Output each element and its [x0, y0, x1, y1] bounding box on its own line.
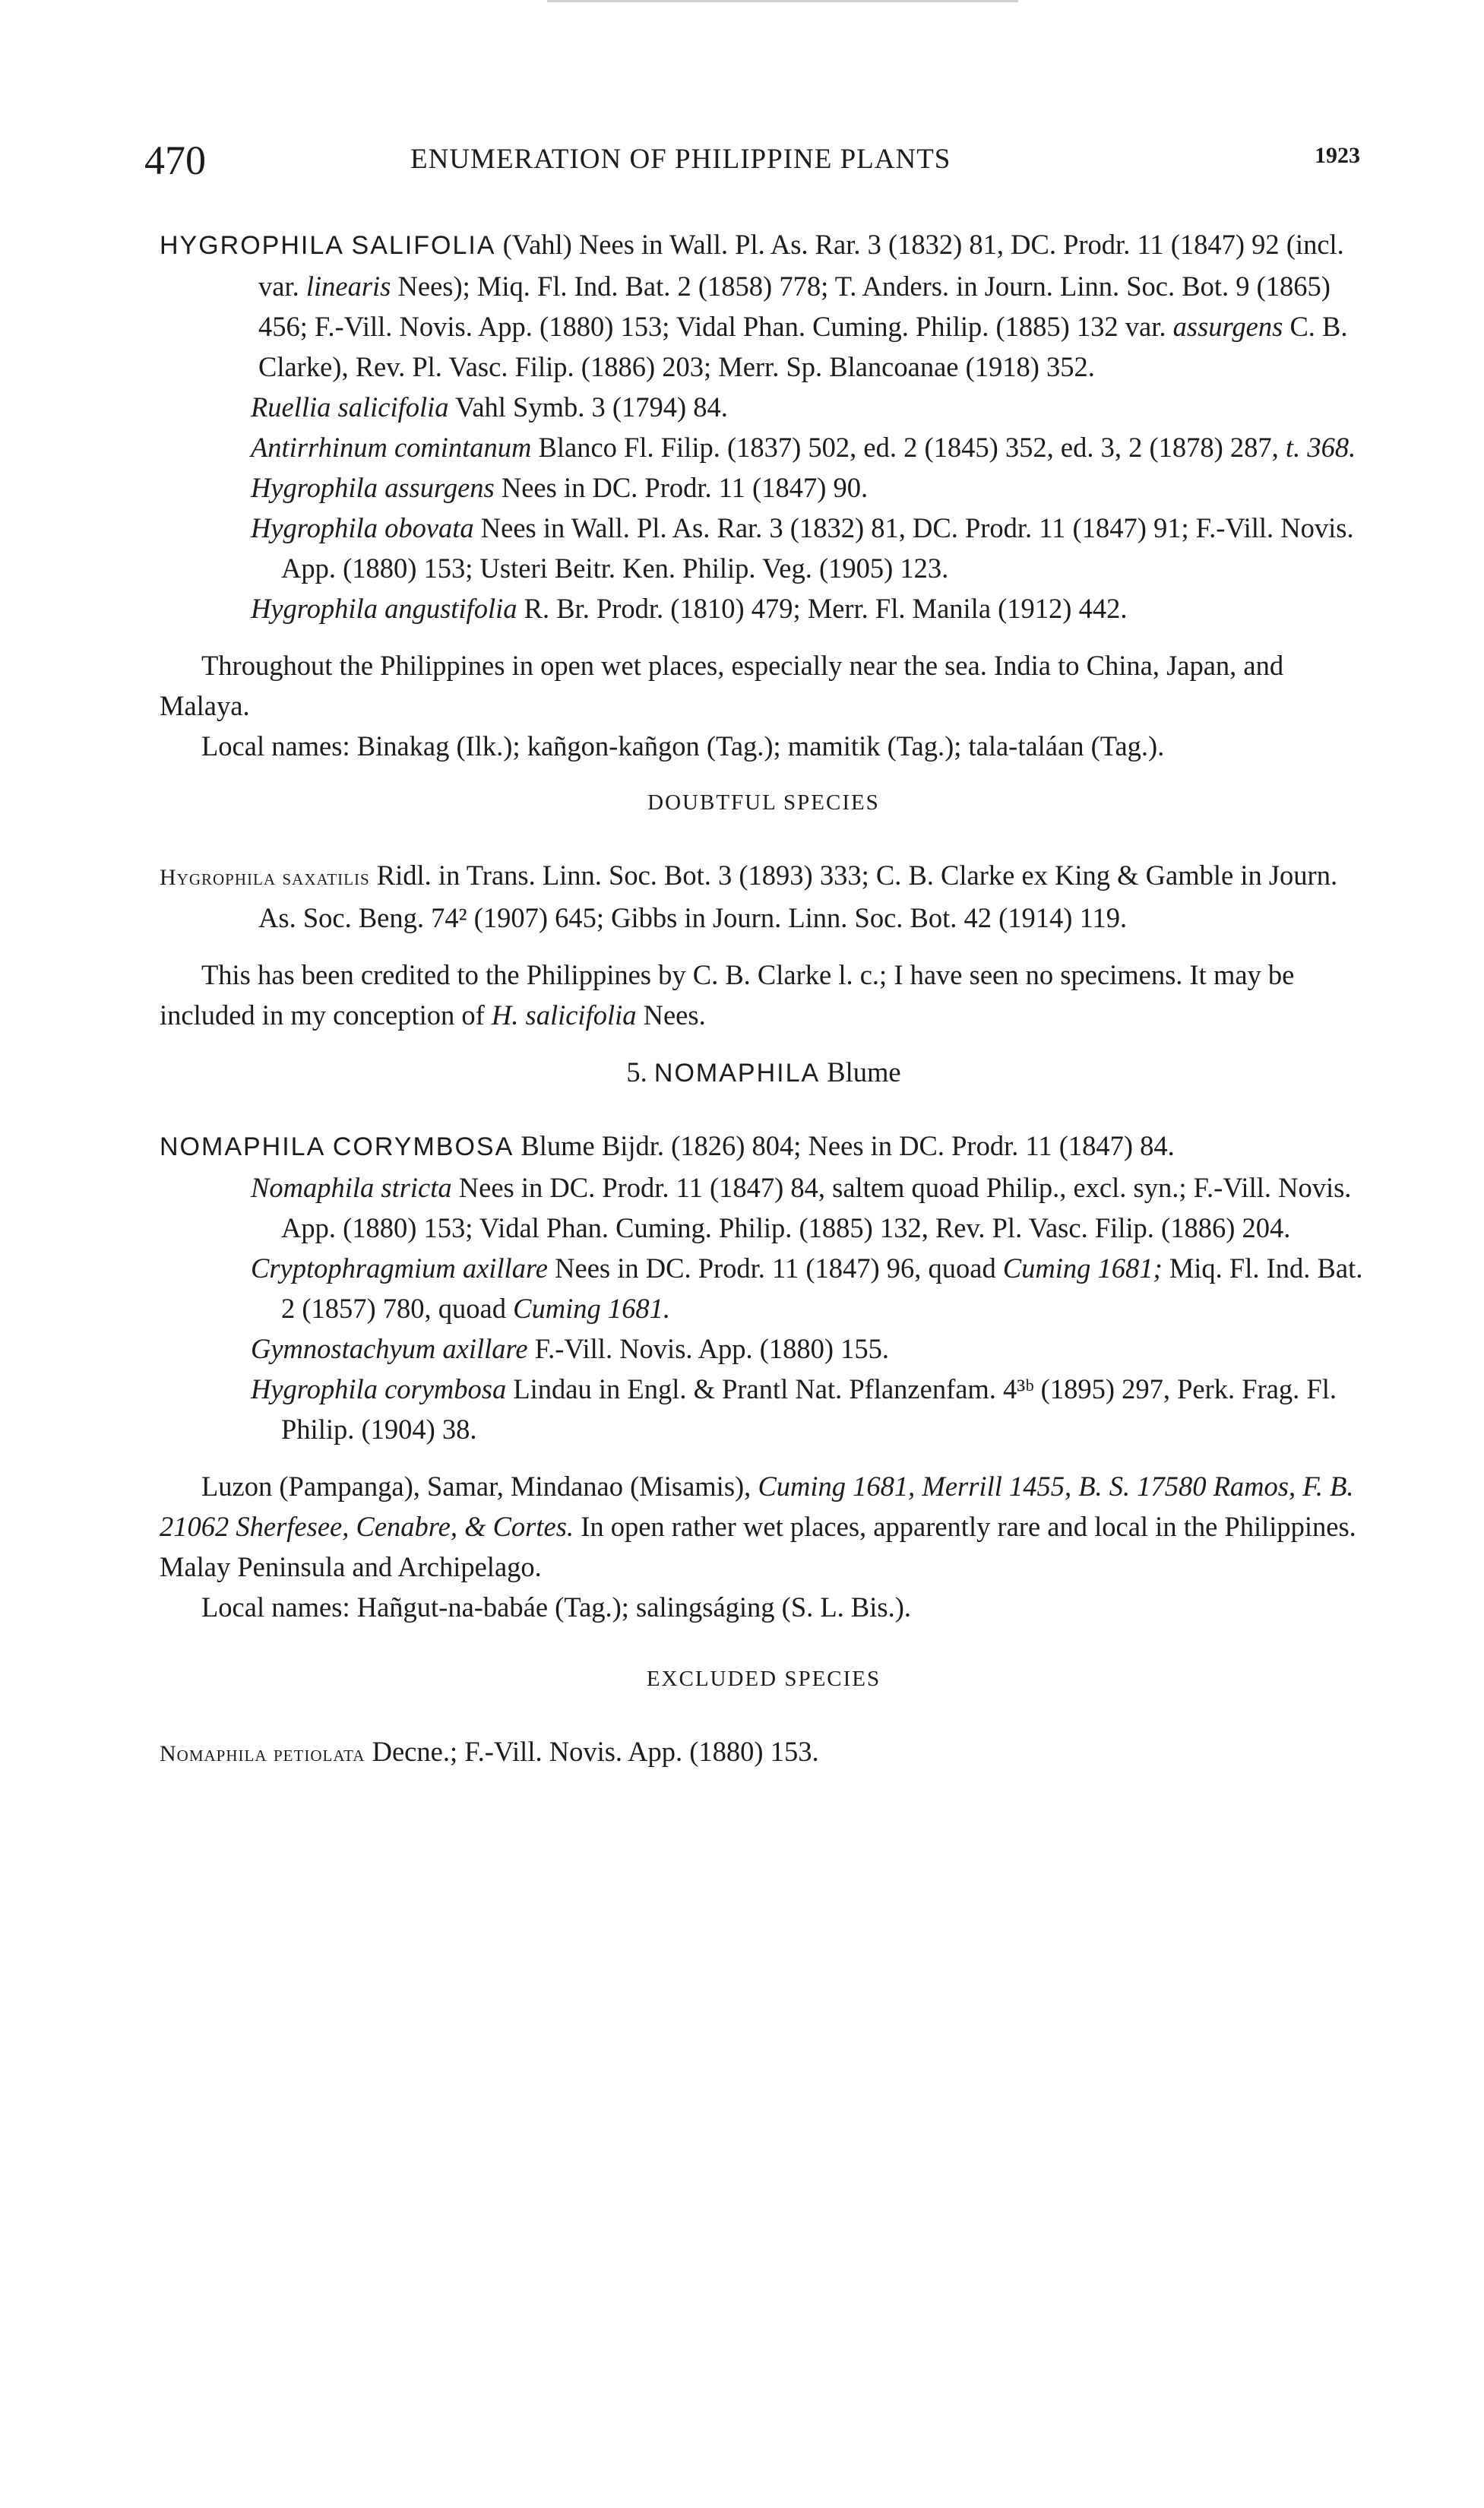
plate-reference: t. 368.: [1285, 432, 1356, 463]
synonym-entry: [160, 588, 1368, 629]
synonym-name: Hygrophila corymbosa: [251, 1373, 507, 1404]
variety-name: linearis: [305, 271, 391, 302]
synonym-citation: Lindau in Engl. & Prantl Nat. Pflanzenfam. 4³ᵇ (1895) 297, Perk. Frag. Fl. Philip. (1904) 38.: [281, 1373, 1337, 1445]
scan-edge-line: [547, 0, 1018, 2]
synonym-entry: [160, 467, 1368, 508]
section-heading-doubtful: DOUBTFUL SPECIES: [647, 790, 880, 815]
synonym-entry: [160, 1369, 1368, 1449]
species-entry-hygrophila-saxatilis: [160, 855, 1368, 938]
citation-text: (Vahl) Nees in Wall. Pl. As. Rar. 3 (1832) 81, DC. Prodr. 11 (1847) 92 (incl. var.: [258, 229, 1344, 302]
running-title: ENUMERATION OF PHILIPPINE PLANTS: [410, 144, 951, 175]
synonym-name: Cryptophragmium axillare: [251, 1252, 549, 1284]
genus-number: 5.: [626, 1056, 654, 1088]
note-text: This has been credited to the Philippines by C. B. Clarke l. c.; I have seen no specimens. It may be included in my conception of: [160, 959, 1295, 1031]
citation-text: Ridl. in Trans. Linn. Soc. Bot. 3 (1893) 333; C. B. Clarke ex King & Gamble in Journ. As. Soc. Beng. 74² (1907) 645; Gibbs in Journ. Linn. Soc. Bot. 42 (1914) 119.: [258, 860, 1338, 933]
synonym-entry: [160, 1167, 1368, 1248]
variety-name: assurgens: [1172, 311, 1283, 342]
specimen-reference: Cuming 1681.: [513, 1293, 670, 1324]
synonym-name: Ruellia salicifolia: [251, 391, 449, 423]
synonym-citation: Vahl Symb. 3 (1794) 84.: [448, 391, 728, 423]
note-species-name: H. salicifolia: [491, 999, 637, 1031]
synonym-citation: Nees in DC. Prodr. 11 (1847) 90.: [494, 472, 869, 503]
distribution-paragraph: Throughout the Philippines in open wet places, especially near the sea. India to China, Japan, and Malaya.: [160, 650, 1284, 721]
synonym-citation: Miq. Fl. Ind. Bat. 2 (1857) 780, quoad: [281, 1252, 1363, 1324]
species-entry-nomaphila-corymbosa: [160, 1126, 1368, 1167]
page-body: [160, 224, 1368, 1774]
synonym-citation: F.-Vill. Novis. App. (1880) 155.: [527, 1333, 890, 1364]
citation-text: Blume Bijdr. (1826) 804; Nees in DC. Prodr. 11 (1847) 84.: [514, 1130, 1175, 1161]
specimen-list: Cuming 1681, Merrill 1455, B. S. 17580 Ramos, F. B. 21062 Sherfesee, Cenabre, & Cortes.: [160, 1471, 1354, 1542]
synonym-name: Antirrhinum comintanum: [251, 432, 532, 463]
genus-heading: [160, 1052, 1368, 1094]
genus-author: Blume: [820, 1056, 901, 1088]
local-names-paragraph: Local names: Hañgut-na-babáe (Tag.); salingságing (S. L. Bis.).: [201, 1591, 912, 1623]
synonym-entry: [160, 1328, 1368, 1369]
running-header: [144, 137, 1360, 198]
synonym-citation: Nees in DC. Prodr. 11 (1847) 84, saltem quoad Philip., excl. syn.; F.-Vill. Novis. App. (1880) 153; Vidal Phan. Cuming. Philip. (1885) 132, Rev. Pl. Vasc. Filip. (1886) 204.: [281, 1172, 1352, 1243]
section-heading-excluded: EXCLUDED SPECIES: [646, 1667, 881, 1691]
synonym-name: Hygrophila assurgens: [251, 472, 495, 503]
synonym-name: Gymnostachyum axillare: [251, 1333, 528, 1364]
species-name: Hygrophila saxatilis: [160, 865, 370, 890]
species-entry-hygrophila-salifolia: [160, 224, 1368, 387]
synonym-name: Hygrophila obovata: [251, 512, 474, 543]
synonym-entry: [160, 1248, 1368, 1328]
synonym-citation: Nees in Wall. Pl. As. Rar. 3 (1832) 81, DC. Prodr. 11 (1847) 91; F.-Vill. Novis. App. (1880) 153; Usteri Beitr. Ken. Philip. Veg. (1905) 123.: [281, 512, 1354, 584]
distribution-paragraph: [160, 1466, 1368, 1587]
header-year: 1923: [1315, 143, 1360, 168]
synonym-citation: Nees in DC. Prodr. 11 (1847) 96, quoad: [548, 1252, 1003, 1284]
genus-name: NOMAPHILA: [653, 1059, 821, 1088]
synonym-name: Hygrophila angustifolia: [251, 593, 517, 624]
citation-text: Nees); Miq. Fl. Ind. Bat. 2 (1858) 778; T. Anders. in Journ. Linn. Soc. Bot. 9 (1865) 456; F.-Vill. Novis. App. (1880) 153; Vidal Phan. Cuming. Philip. (1885) 132 var.: [258, 271, 1331, 342]
species-name: NOMAPHILA CORYMBOSA: [160, 1132, 514, 1161]
synonym-name: Nomaphila stricta: [251, 1172, 452, 1203]
species-entry-nomaphila-petiolata: [160, 1731, 1368, 1774]
species-name: Nomaphila petiolata: [160, 1741, 365, 1766]
citation-text: C. B. Clarke), Rev. Pl. Vasc. Filip. (1886) 203; Merr. Sp. Blancoanae (1918) 352.: [258, 311, 1348, 382]
synonym-entry: [160, 387, 1368, 427]
page-number: 470: [144, 138, 206, 183]
citation-text: Decne.; F.-Vill. Novis. App. (1880) 153.: [365, 1736, 819, 1767]
synonym-entry: [160, 427, 1368, 467]
local-names-paragraph: Local names: Binakag (Ilk.); kañgon-kañgon (Tag.); mamitik (Tag.); tala-taláan (Tag.).: [201, 730, 1165, 762]
distribution-text: In open rather wet places, apparently rare and local in the Philippines. Malay Peninsula and Archipelago.: [160, 1511, 1356, 1582]
synonym-citation: R. Br. Prodr. (1810) 479; Merr. Fl. Manila (1912) 442.: [517, 593, 1128, 624]
species-name: HYGROPHILA SALIFOLIA: [160, 231, 496, 260]
distribution-text: Luzon (Pampanga), Samar, Mindanao (Misamis),: [201, 1471, 758, 1502]
note-text: Nees.: [636, 999, 706, 1031]
synonym-citation: Blanco Fl. Filip. (1837) 502, ed. 2 (1845) 352, ed. 3, 2 (1878) 287,: [531, 432, 1286, 463]
note-paragraph: [160, 955, 1368, 1035]
synonym-entry: [160, 508, 1368, 588]
specimen-reference: Cuming 1681;: [1002, 1252, 1163, 1284]
